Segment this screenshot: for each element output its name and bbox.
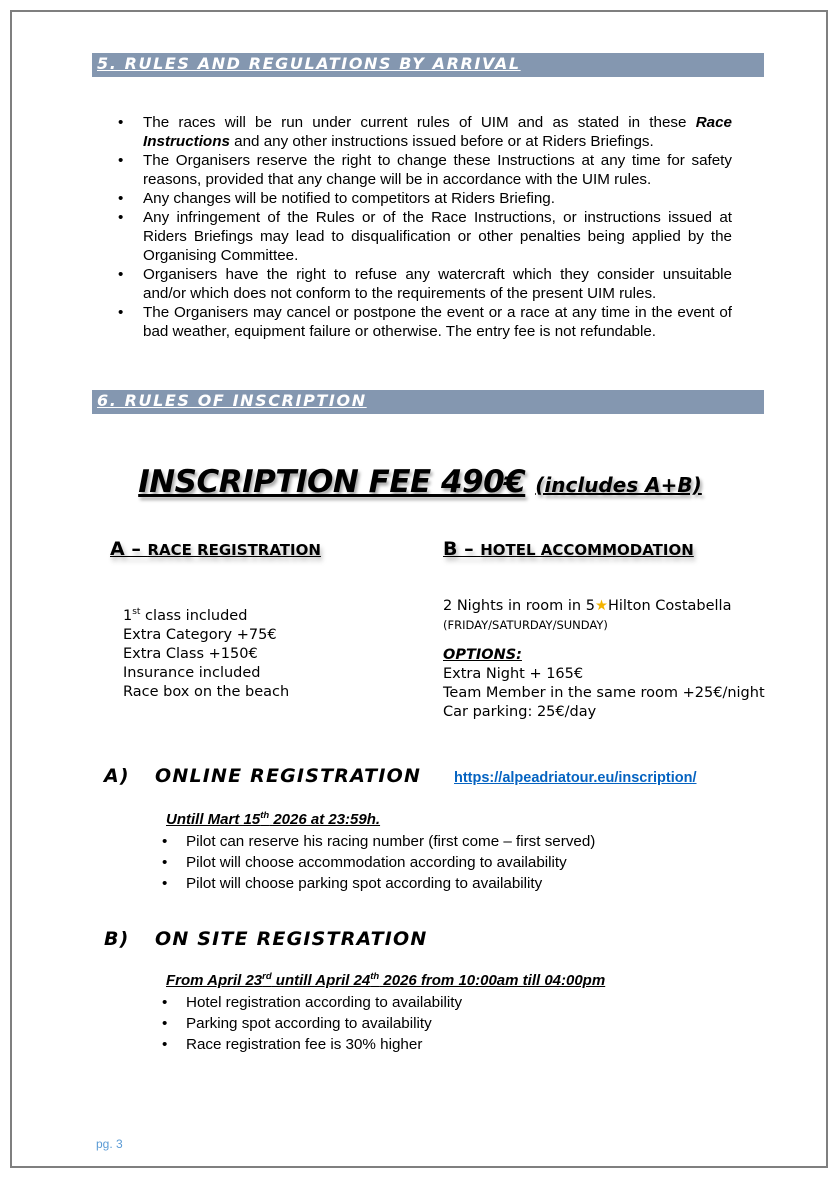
onsite-date-start-suffix: rd bbox=[262, 971, 272, 982]
onsite-item-3: • Race registration fee is 30% higher bbox=[162, 1034, 462, 1055]
onsite-registration-title: ON SITE REGISTRATION bbox=[155, 928, 428, 950]
online-deadline bbox=[166, 810, 380, 828]
online-registration-title: ONLINE REGISTRATION bbox=[155, 765, 422, 787]
options-spacer bbox=[443, 635, 765, 646]
onsite-dates bbox=[166, 971, 605, 989]
onsite-date-mid: untill April 24 bbox=[271, 972, 371, 989]
onsite-date-end: 2026 from 10:00am till 04:00pm bbox=[379, 972, 606, 989]
onsite-date-start: From April 23 bbox=[166, 972, 263, 989]
online-registration-list bbox=[162, 831, 595, 894]
race-registration-details bbox=[123, 603, 289, 702]
rule-item-5: • Organisers have the right to refuse any watercraft which they consider unsuitable and/or which does not conform to the requirements of the present UIM rules. bbox=[118, 265, 732, 303]
section-5-title: 5. RULES AND REGULATIONS BY ARRIVAL bbox=[97, 54, 521, 73]
first-class-line bbox=[123, 603, 289, 626]
insurance-line: Insurance included bbox=[123, 664, 261, 681]
stay-days: (FRIDAY/SATURDAY/SUNDAY) bbox=[443, 618, 608, 632]
online-deadline-end: 2026 at 23:59h. bbox=[269, 811, 381, 828]
online-item-2: • Pilot will choose accommodation according to availability bbox=[162, 852, 595, 873]
onsite-item-1: • Hotel registration according to availability bbox=[162, 992, 462, 1013]
rule-item-1 bbox=[118, 113, 732, 151]
hotel-accommodation-label: HOTEL ACCOMMODATION bbox=[480, 541, 694, 559]
team-member-line: Team Member in the same room +25€/night bbox=[443, 685, 765, 701]
onsite-registration-letter: B) bbox=[104, 928, 130, 950]
car-parking-line: Car parking: 25€/day bbox=[443, 704, 597, 720]
rule-item-2: • The Organisers reserve the right to change these Instructions at any time for safety reasons, provided that any change will be in accordance with the UIM rules. bbox=[118, 151, 732, 189]
nights-text: 2 Nights in room in 5 bbox=[443, 598, 595, 614]
onsite-date-mid-suffix: th bbox=[370, 971, 380, 982]
hotel-accommodation-heading bbox=[443, 538, 694, 560]
race-registration-label: RACE REGISTRATION bbox=[147, 541, 321, 559]
rule-item-4: • Any infringement of the Rules or of the Race Instructions, or instructions issued at Riders Briefings may lead to disqualification or other penalties being applied by the Organising Committee. bbox=[118, 208, 732, 265]
extra-category-line: Extra Category +75€ bbox=[123, 626, 277, 643]
page-number: pg. 3 bbox=[96, 1137, 123, 1151]
race-registration-heading bbox=[110, 538, 321, 560]
online-deadline-suffix: th bbox=[260, 810, 270, 821]
race-box-line: Race box on the beach bbox=[123, 683, 290, 700]
hotel-accommodation-letter: B – bbox=[443, 538, 481, 560]
online-item-3: • Pilot will choose parking spot according to availability bbox=[162, 873, 595, 894]
inscription-fee-note: (includes A+B) bbox=[535, 473, 702, 497]
inscription-fee-amount: INSCRIPTION FEE 490€ bbox=[138, 464, 526, 500]
hotel-accommodation-details bbox=[443, 597, 765, 722]
first-class-suffix: st bbox=[132, 607, 141, 617]
first-class-text: class included bbox=[140, 607, 248, 624]
section-6-header-bar bbox=[92, 390, 764, 414]
first-class-number: 1 bbox=[123, 607, 133, 624]
section-6-title: 6. RULES OF INSCRIPTION bbox=[97, 391, 367, 410]
onsite-item-2: • Parking spot according to availability bbox=[162, 1013, 462, 1034]
online-deadline-start: Untill Mart 15 bbox=[166, 811, 261, 828]
race-registration-letter: A – bbox=[110, 538, 148, 560]
online-item-1: • Pilot can reserve his racing number (first come – first served) bbox=[162, 831, 595, 852]
hotel-name: Hilton Costabella bbox=[607, 598, 732, 614]
online-registration-letter: A) bbox=[104, 765, 130, 787]
options-label: OPTIONS: bbox=[443, 647, 522, 663]
race-instructions-emphasis: Race Instructions bbox=[143, 114, 732, 150]
rules-list bbox=[118, 113, 732, 341]
inscription-fee-heading bbox=[0, 464, 840, 500]
rule-item-1-text-end: and any other instructions issued before or at Riders Briefings. bbox=[229, 133, 654, 150]
section-5-header-bar bbox=[92, 53, 764, 77]
inscription-link[interactable]: https://alpeadriatour.eu/inscription/ bbox=[454, 770, 697, 786]
rule-item-6: • The Organisers may cancel or postpone the event or a race at any time in the event of bad weather, equipment failure or otherwise. The entry fee is not refundable. bbox=[118, 303, 732, 341]
extra-night-line: Extra Night + 165€ bbox=[443, 666, 584, 682]
rule-item-1-text: The races will be run under current rules of UIM and as stated in these bbox=[143, 114, 696, 131]
rule-item-3: • Any changes will be notified to competitors at Riders Briefing. bbox=[118, 189, 732, 208]
onsite-registration-list bbox=[162, 992, 462, 1055]
nights-line bbox=[443, 597, 765, 616]
extra-class-line: Extra Class +150€ bbox=[123, 645, 258, 662]
star-icon: ★ bbox=[594, 598, 608, 614]
